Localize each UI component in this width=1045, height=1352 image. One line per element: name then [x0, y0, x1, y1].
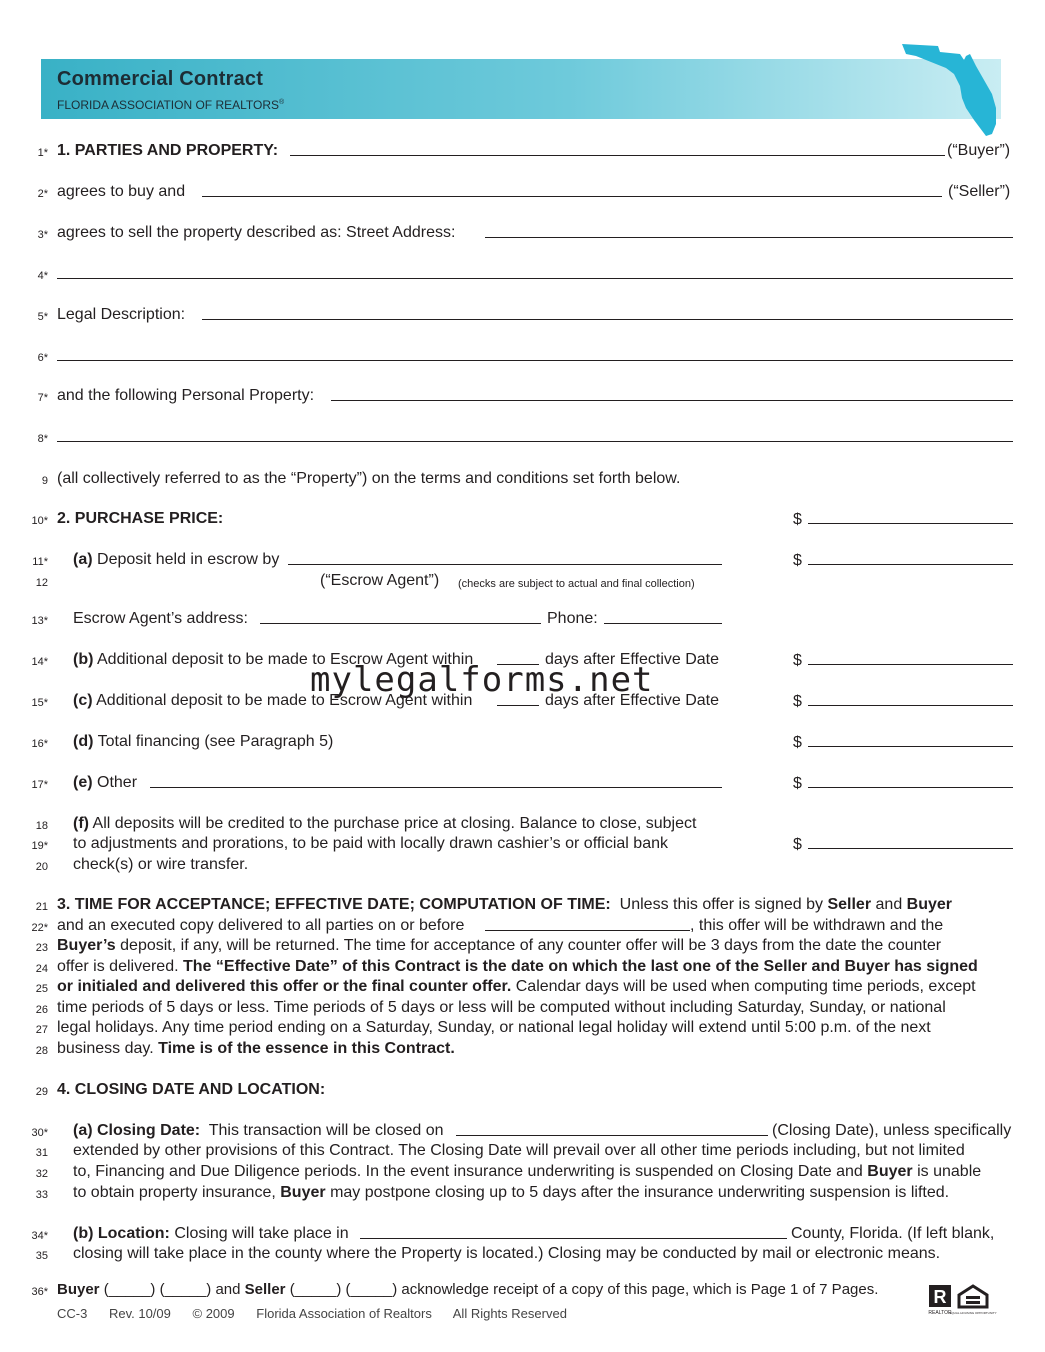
legal-description-field[interactable] — [202, 305, 1013, 320]
legal-description-field-2[interactable] — [57, 346, 1013, 361]
additional-deposit-2-amount-field[interactable] — [808, 691, 1013, 706]
acceptance-deadline-field[interactable] — [485, 916, 690, 931]
section-heading: 1. PARTIES AND PROPERTY: — [57, 142, 279, 159]
street-address-field[interactable] — [485, 223, 1013, 238]
section-heading: 2. PURCHASE PRICE: — [57, 510, 224, 527]
escrow-phone-field[interactable] — [604, 609, 722, 624]
florida-map-icon — [900, 42, 1000, 137]
personal-property-field[interactable] — [331, 386, 1013, 401]
closing-county-field[interactable] — [360, 1224, 787, 1239]
svg-text:REALTOR: REALTOR — [928, 1310, 952, 1315]
escrow-agent-field[interactable] — [288, 550, 722, 565]
buyer-label: (“Buyer”) — [947, 142, 1011, 159]
header-banner — [41, 59, 1001, 119]
additional-deposit-amount: $ — [793, 650, 1013, 671]
form-code: CC-3 — [57, 1306, 88, 1321]
other-description-field[interactable] — [150, 773, 722, 788]
purchase-price-amount: $ — [793, 509, 1013, 530]
form-title: Commercial Contract — [57, 68, 264, 90]
additional-deposit-amount-field[interactable] — [808, 650, 1013, 665]
balance-to-close-amount: $ — [793, 834, 1013, 855]
section-heading: 4. CLOSING DATE AND LOCATION: — [57, 1081, 326, 1098]
other-amount: $ — [793, 773, 1013, 794]
seller-field[interactable] — [202, 182, 942, 197]
rights: All Rights Reserved — [452, 1306, 567, 1321]
revision: Rev. 10/09 — [108, 1306, 171, 1321]
closing-date-field[interactable] — [456, 1121, 768, 1136]
footer — [57, 1306, 585, 1321]
copyright: © 2009 — [192, 1306, 235, 1321]
purchase-price-field[interactable] — [808, 509, 1013, 524]
realtor-eho-logos-icon — [927, 1283, 997, 1315]
buyer-field[interactable] — [290, 141, 945, 156]
organization: Florida Association of Realtors — [256, 1306, 432, 1321]
line-number: 1* — [37, 147, 48, 159]
section-heading: 3. TIME FOR ACCEPTANCE; EFFECTIVE DATE; COMPUTATION OF TIME: — [57, 896, 611, 913]
svg-text:EQUAL HOUSING OPPORTUNITY: EQUAL HOUSING OPPORTUNITY — [949, 1311, 997, 1315]
additional-deposit-2-amount: $ — [793, 691, 1013, 712]
total-financing-field[interactable] — [808, 732, 1013, 747]
buyer-initials[interactable]: (_____) (_____) and — [103, 1281, 241, 1298]
form-subtitle: FLORIDA ASSOCIATION OF REALTORS® — [57, 98, 285, 112]
deposit-amount-field[interactable] — [808, 550, 1013, 565]
escrow-address-field[interactable] — [260, 609, 541, 624]
personal-property-field-2[interactable] — [57, 427, 1013, 442]
deposit-amount: $ — [793, 550, 1013, 571]
watermark: mylegalforms.net — [310, 660, 654, 700]
balance-to-close-field[interactable] — [808, 834, 1013, 849]
street-address-field-2[interactable] — [57, 264, 1013, 279]
seller-initials[interactable]: (_____) (_____) acknowledge receipt of a copy of this page, which is Page 1 of 7 Pages. — [289, 1281, 879, 1298]
seller-label: (“Seller”) — [948, 183, 1011, 200]
other-amount-field[interactable] — [808, 773, 1013, 788]
total-financing-amount: $ — [793, 732, 1013, 753]
svg-text:R: R — [933, 1287, 947, 1307]
